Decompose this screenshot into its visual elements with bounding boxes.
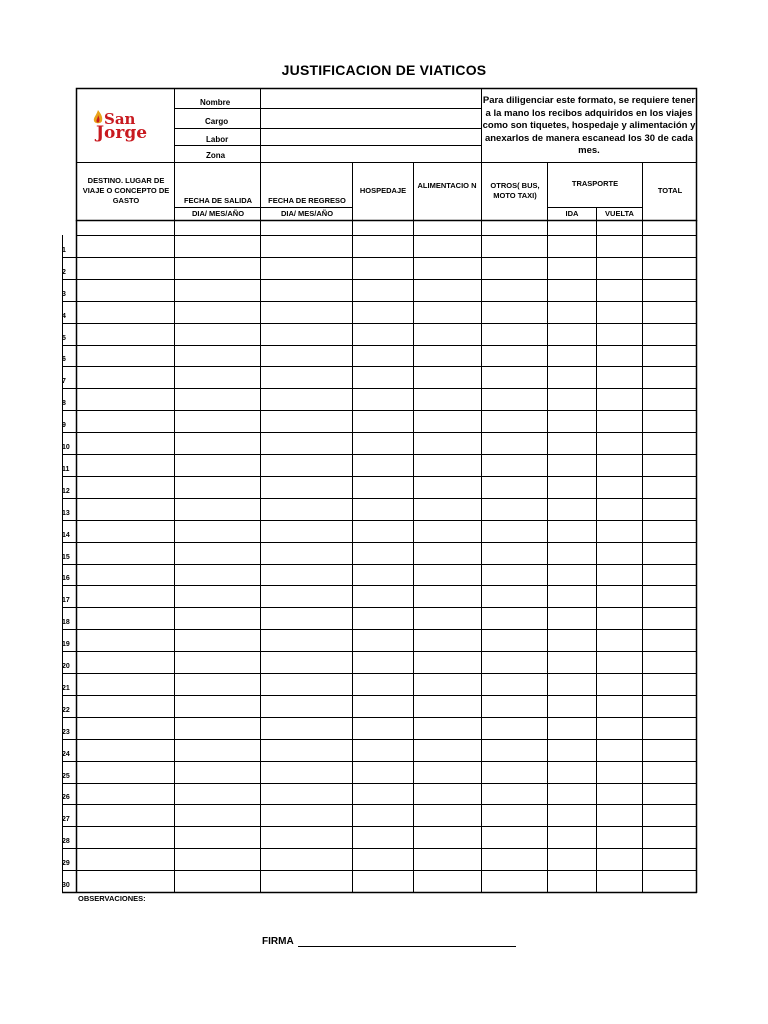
- row-number: 15: [62, 554, 70, 561]
- col-header-otros: OTROS( BUS, MOTO TAXI): [490, 181, 540, 200]
- col-header-alimentacion: ALIMENTACIO N: [417, 181, 477, 190]
- row-number: 6: [62, 356, 66, 363]
- col-header-hospedaje: HOSPEDAJE: [359, 186, 407, 195]
- row-number: 29: [62, 860, 70, 867]
- row-number: 14: [62, 532, 70, 539]
- row-number: 11: [62, 466, 70, 473]
- col-header-total: TOTAL: [657, 186, 683, 195]
- col-header-trasporte: TRASPORTE: [571, 179, 619, 188]
- row-number: 4: [62, 313, 66, 320]
- row-number: 17: [62, 597, 70, 604]
- signature-line: [298, 946, 516, 947]
- row-number: 10: [62, 444, 70, 451]
- row-number: 22: [62, 707, 70, 714]
- field-label-zona: Zona: [206, 151, 226, 160]
- row-number: 18: [62, 619, 70, 626]
- row-number: 3: [62, 291, 66, 298]
- row-number: 1: [62, 247, 66, 254]
- subheader-dia-salida: DIA/ MES/AÑO: [191, 209, 245, 218]
- row-number: 5: [62, 335, 66, 342]
- row-number: 12: [62, 488, 70, 495]
- col-header-fecha-salida: FECHA DE SALIDA: [183, 196, 253, 205]
- row-number: 30: [62, 882, 70, 889]
- subheader-ida: IDA: [565, 209, 579, 218]
- col-header-destino: DESTINO. LUGAR DE VIAJE O CONCEPTO DE GASTO: [82, 176, 170, 205]
- row-number: 25: [62, 773, 70, 780]
- logo-text-jorge: Jorge: [96, 123, 148, 143]
- row-number: 16: [62, 575, 70, 582]
- row-number: 28: [62, 838, 70, 845]
- row-number: 2: [62, 269, 66, 276]
- observaciones-label: OBSERVACIONES:: [78, 894, 146, 903]
- row-number: 26: [62, 794, 70, 801]
- field-label-nombre: Nombre: [200, 98, 231, 107]
- subheader-dia-regreso: DIA/ MES/AÑO: [280, 209, 334, 218]
- row-number: 23: [62, 729, 70, 736]
- company-logo: [92, 110, 162, 150]
- field-label-cargo: Cargo: [205, 117, 229, 126]
- firma-label: FIRMA: [262, 936, 294, 947]
- subheader-vuelta: VUELTA: [605, 209, 634, 218]
- row-number: 9: [62, 422, 66, 429]
- row-number: 20: [62, 663, 70, 670]
- row-number: 13: [62, 510, 70, 517]
- row-number: 24: [62, 751, 70, 758]
- instructions-note: Para diligenciar este formato, se requiere tener a la mano los recibos adquiridos en los viajes como son tiquetes, hospedaje y alimentación y anexarlos de manera escanead los 30 de cada mes.: [482, 95, 696, 156]
- page-title: JUSTIFICACION DE VIATICOS: [281, 62, 487, 78]
- logo-text-san: San: [104, 110, 136, 128]
- row-number: 27: [62, 816, 70, 823]
- row-number: 21: [62, 685, 70, 692]
- row-number: 8: [62, 400, 66, 407]
- col-header-fecha-regreso: FECHA DE REGRESO: [268, 196, 346, 205]
- field-label-labor: Labor: [206, 135, 229, 144]
- row-number: 7: [62, 378, 66, 385]
- row-number: 19: [62, 641, 70, 648]
